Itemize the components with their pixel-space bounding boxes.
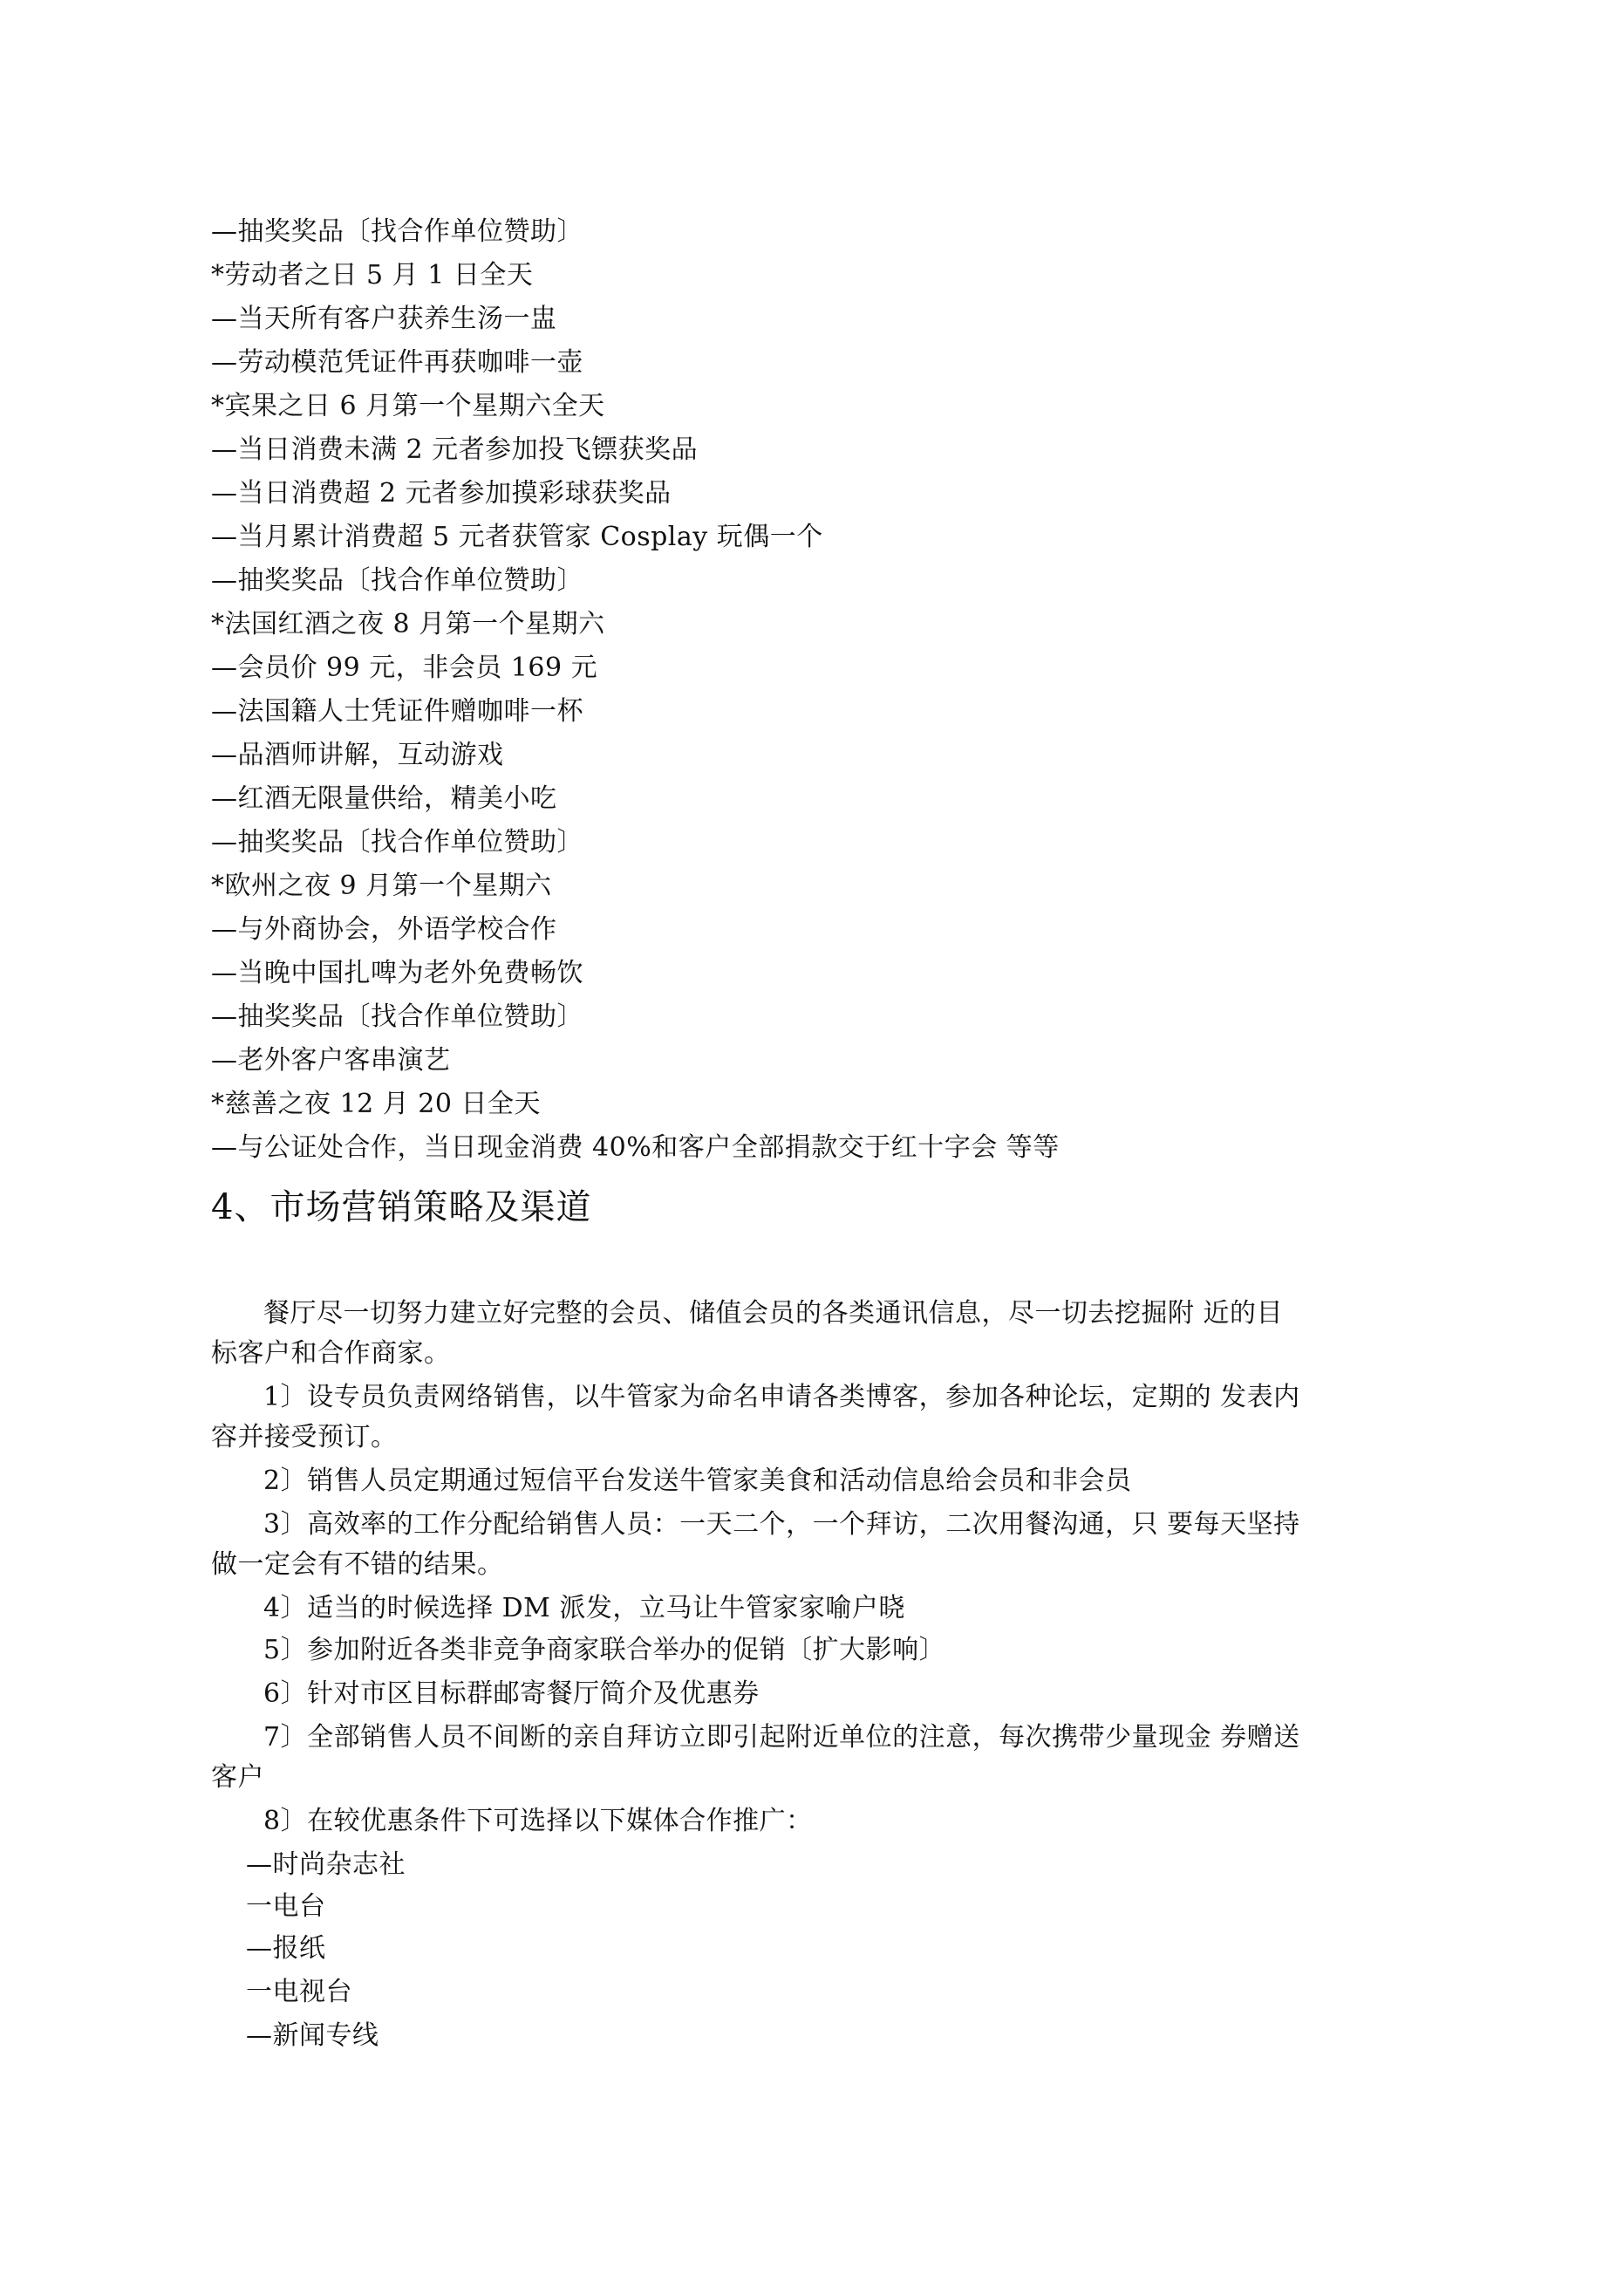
strategy-item-line: 5〕参加附近各类非竞争商家联合举办的促销〔扩大影响〕	[263, 1635, 946, 1665]
event-line: —品酒师讲解，互动游戏	[211, 740, 504, 770]
event-line: *慈善之夜 12 月 20 日全天	[211, 1089, 541, 1119]
event-line: *欧州之夜 9 月第一个星期六	[211, 871, 552, 901]
strategy-item-line: 6〕针对市区目标群邮寄餐厅简介及优惠券	[263, 1678, 760, 1709]
media-item: —时尚杂志社	[246, 1849, 406, 1880]
event-line: —当日消费未满 2 元者参加投飞镖获奖品	[211, 434, 699, 465]
event-line: —红酒无限量供给，精美小吃	[211, 783, 557, 814]
section-heading: 4、市场营销策略及渠道	[211, 1187, 592, 1227]
event-line: —与公证处合作，当日现金消费 40%和客户全部捐款交于红十字会 等等	[211, 1132, 1060, 1163]
media-item: —报纸	[246, 1933, 326, 1964]
event-line: —当天所有客户获养生汤一盅	[211, 304, 557, 334]
event-line: —抽奖奖品〔找合作单位赞助〕	[211, 827, 583, 858]
event-line: *法国红酒之夜 8 月第一个星期六	[211, 609, 605, 639]
event-line: —劳动模范凭证件再获咖啡一壶	[211, 347, 583, 378]
event-line: —当晚中国扎啤为老外免费畅饮	[211, 958, 583, 988]
media-item: 一电台	[246, 1891, 326, 1922]
strategy-item-line: 客户	[211, 1762, 264, 1793]
intro-line: 标客户和合作商家。	[211, 1338, 451, 1369]
strategy-item-line: 做一定会有不错的结果。	[211, 1549, 504, 1580]
event-line: —会员价 99 元，非会员 169 元	[211, 653, 598, 683]
strategy-item-line: 7〕全部销售人员不间断的亲自拜访立即引起附近单位的注意，每次携带少量现金 券赠送	[263, 1722, 1300, 1753]
event-line: *宾果之日 6 月第一个星期六全天	[211, 391, 605, 421]
strategy-item-line: 容并接受预订。	[211, 1422, 398, 1452]
strategy-item-line: 4〕适当的时候选择 DM 派发，立马让牛管家家喻户晓	[263, 1593, 905, 1623]
media-item: 一电视台	[246, 1977, 352, 2007]
event-line: —当月累计消费超 5 元者获管家 Cosplay 玩偶一个	[211, 522, 823, 552]
event-line: —抽奖奖品〔找合作单位赞助〕	[211, 1001, 583, 1032]
event-line: —法国籍人士凭证件赠咖啡一杯	[211, 696, 583, 727]
intro-line: 餐厅尽一切努力建立好完整的会员、储值会员的各类通讯信息，尽一切去挖掘附 近的目	[263, 1298, 1284, 1329]
event-line: —抽奖奖品〔找合作单位赞助〕	[211, 565, 583, 596]
event-line: *劳动者之日 5 月 1 日全天	[211, 260, 534, 290]
event-line: —抽奖奖品〔找合作单位赞助〕	[211, 216, 583, 247]
media-item: —新闻专线	[246, 2020, 379, 2051]
strategy-item-line: 1〕设专员负责网络销售，以牛管家为命名申请各类博客，参加各种论坛，定期的 发表内	[263, 1382, 1300, 1412]
event-line: —与外商协会，外语学校合作	[211, 914, 557, 945]
strategy-item-line: 8〕在较优惠条件下可选择以下媒体合作推广：	[263, 1806, 813, 1836]
event-line: —当日消费超 2 元者参加摸彩球获奖品	[211, 478, 672, 509]
strategy-item-line: 2〕销售人员定期通过短信平台发送牛管家美食和活动信息给会员和非会员	[263, 1466, 1132, 1496]
event-line: —老外客户客串演艺	[211, 1045, 451, 1076]
strategy-item-line: 3〕高效率的工作分配给销售人员：一天二个，一个拜访，二次用餐沟通，只 要每天坚持	[263, 1509, 1300, 1540]
